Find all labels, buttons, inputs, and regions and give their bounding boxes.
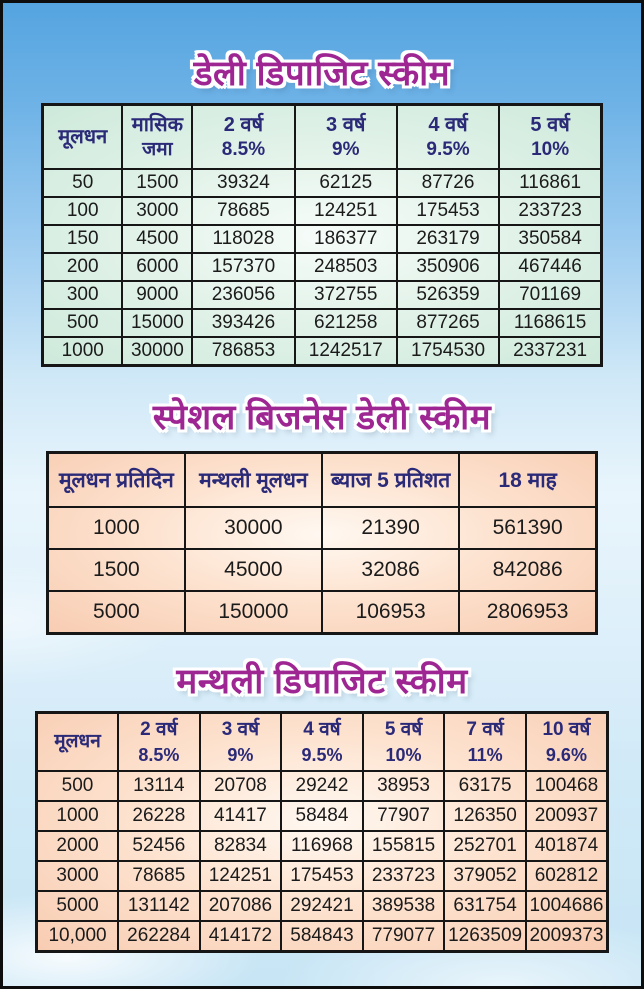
cell: 842086	[459, 549, 596, 591]
table-row	[43, 253, 602, 281]
cell: 100	[43, 197, 123, 225]
table-row	[37, 801, 608, 831]
cell: 2009373	[526, 921, 608, 952]
cell: 561390	[459, 507, 596, 549]
table-row	[43, 169, 602, 197]
cell: 500	[37, 771, 119, 801]
cell: 602812	[526, 861, 608, 891]
cell: 186377	[295, 225, 397, 253]
cell: 252701	[444, 831, 526, 861]
cell: 100468	[526, 771, 608, 801]
cell: 3000	[37, 861, 119, 891]
cell: 401874	[526, 831, 608, 861]
table-row	[37, 771, 608, 801]
table-row	[37, 831, 608, 861]
table-row	[43, 197, 602, 225]
column-header-18-months: 18 माह	[459, 453, 596, 508]
cell: 21390	[322, 507, 459, 549]
cell: 131142	[118, 891, 200, 921]
cell: 10,000	[37, 921, 119, 952]
table-header-row	[48, 453, 597, 508]
table-header-row	[43, 105, 602, 170]
column-header-principal-per-day: मूलधन प्रतिदिन	[48, 453, 185, 508]
column-header-2yr: 2 वर्ष 8.5%	[118, 713, 200, 772]
cell: 118028	[192, 225, 294, 253]
cell: 9000	[122, 281, 192, 309]
cell: 1000	[43, 337, 123, 366]
table-row	[48, 591, 597, 634]
cell: 1242517	[295, 337, 397, 366]
cell: 2000	[37, 831, 119, 861]
special-business-daily-table	[46, 451, 598, 635]
column-header-10yr: 10 वर्ष 9.6%	[526, 713, 608, 772]
column-header-4yr: 4 वर्ष 9.5%	[397, 105, 499, 170]
cell: 389538	[363, 891, 445, 921]
cell: 38953	[363, 771, 445, 801]
column-header-principal: मूलधन	[37, 713, 119, 772]
cell: 77907	[363, 801, 445, 831]
cell: 6000	[122, 253, 192, 281]
cell: 1000	[37, 801, 119, 831]
daily-deposit-scheme-title: डेली डिपाजिट स्कीम	[193, 54, 451, 93]
cell: 52456	[118, 831, 200, 861]
cell: 500	[43, 309, 123, 337]
column-header-monthly-principal: मन्थली मूलधन	[185, 453, 322, 508]
column-header-7yr: 7 वर्ष 11%	[444, 713, 526, 772]
cell: 45000	[185, 549, 322, 591]
cell: 262284	[118, 921, 200, 952]
cell: 50	[43, 169, 123, 197]
cell: 20708	[200, 771, 282, 801]
cell: 1754530	[397, 337, 499, 366]
cell: 5000	[37, 891, 119, 921]
cell: 78685	[192, 197, 294, 225]
column-header-5yr: 5 वर्ष 10%	[363, 713, 445, 772]
cell: 233723	[499, 197, 601, 225]
cell: 126350	[444, 801, 526, 831]
cell: 175453	[397, 197, 499, 225]
cell: 30000	[185, 507, 322, 549]
cell: 58484	[281, 801, 363, 831]
column-header-5yr: 5 वर्ष 10%	[499, 105, 601, 170]
cell: 372755	[295, 281, 397, 309]
cell: 13114	[118, 771, 200, 801]
cell: 87726	[397, 169, 499, 197]
cell: 150000	[185, 591, 322, 634]
deposit-schemes-poster	[3, 3, 641, 953]
daily-deposit-table	[41, 103, 603, 367]
cell: 584843	[281, 921, 363, 952]
cell: 78685	[118, 861, 200, 891]
cell: 1168615	[499, 309, 601, 337]
cell: 526359	[397, 281, 499, 309]
column-header-interest-5pct: ब्याज 5 प्रतिशत	[322, 453, 459, 508]
cell: 32086	[322, 549, 459, 591]
cell: 5000	[48, 591, 185, 634]
cell: 786853	[192, 337, 294, 366]
cell: 292421	[281, 891, 363, 921]
cell: 150	[43, 225, 123, 253]
column-header-principal: मूलधन	[43, 105, 123, 170]
cell: 1500	[48, 549, 185, 591]
special-business-daily-scheme-title: स्पेशल बिजनेस डेली स्कीम	[152, 398, 492, 437]
cell: 1004686	[526, 891, 608, 921]
column-header-monthly-deposit: मासिक जमा	[122, 105, 192, 170]
table-row	[37, 891, 608, 921]
cell: 300	[43, 281, 123, 309]
cell: 467446	[499, 253, 601, 281]
cell: 106953	[322, 591, 459, 634]
table-row	[37, 921, 608, 952]
cell: 157370	[192, 253, 294, 281]
cell: 248503	[295, 253, 397, 281]
cell: 39324	[192, 169, 294, 197]
cell: 701169	[499, 281, 601, 309]
cell: 414172	[200, 921, 282, 952]
table-row	[48, 549, 597, 591]
cell: 263179	[397, 225, 499, 253]
cell: 233723	[363, 861, 445, 891]
cell: 1500	[122, 169, 192, 197]
cell: 116861	[499, 169, 601, 197]
table-row	[37, 861, 608, 891]
cell: 2806953	[459, 591, 596, 634]
cell: 631754	[444, 891, 526, 921]
cell: 200937	[526, 801, 608, 831]
table-row	[48, 507, 597, 549]
cell: 15000	[122, 309, 192, 337]
cell: 379052	[444, 861, 526, 891]
cell: 124251	[295, 197, 397, 225]
cell: 200	[43, 253, 123, 281]
cell: 82834	[200, 831, 282, 861]
column-header-3yr: 3 वर्ष 9%	[295, 105, 397, 170]
monthly-deposit-scheme-title: मन्थली डिपाजिट स्कीम	[176, 662, 468, 701]
column-header-2yr: 2 वर्ष 8.5%	[192, 105, 294, 170]
cell: 1000	[48, 507, 185, 549]
cell: 621258	[295, 309, 397, 337]
cell: 779077	[363, 921, 445, 952]
cell: 236056	[192, 281, 294, 309]
cell: 116968	[281, 831, 363, 861]
table-row	[43, 225, 602, 253]
cell: 29242	[281, 771, 363, 801]
cell: 207086	[200, 891, 282, 921]
cell: 1263509	[444, 921, 526, 952]
table-row	[43, 281, 602, 309]
monthly-deposit-table	[35, 711, 609, 953]
cell: 155815	[363, 831, 445, 861]
cell: 2337231	[499, 337, 601, 366]
cell: 63175	[444, 771, 526, 801]
table-row	[43, 309, 602, 337]
cell: 175453	[281, 861, 363, 891]
cell: 4500	[122, 225, 192, 253]
column-header-3yr: 3 वर्ष 9%	[200, 713, 282, 772]
cell: 3000	[122, 197, 192, 225]
cell: 26228	[118, 801, 200, 831]
cell: 877265	[397, 309, 499, 337]
cell: 124251	[200, 861, 282, 891]
table-header-row	[37, 713, 608, 772]
column-header-4yr: 4 वर्ष 9.5%	[281, 713, 363, 772]
cell: 350906	[397, 253, 499, 281]
cell: 62125	[295, 169, 397, 197]
table-row	[43, 337, 602, 366]
cell: 41417	[200, 801, 282, 831]
cell: 30000	[122, 337, 192, 366]
cell: 350584	[499, 225, 601, 253]
cell: 393426	[192, 309, 294, 337]
